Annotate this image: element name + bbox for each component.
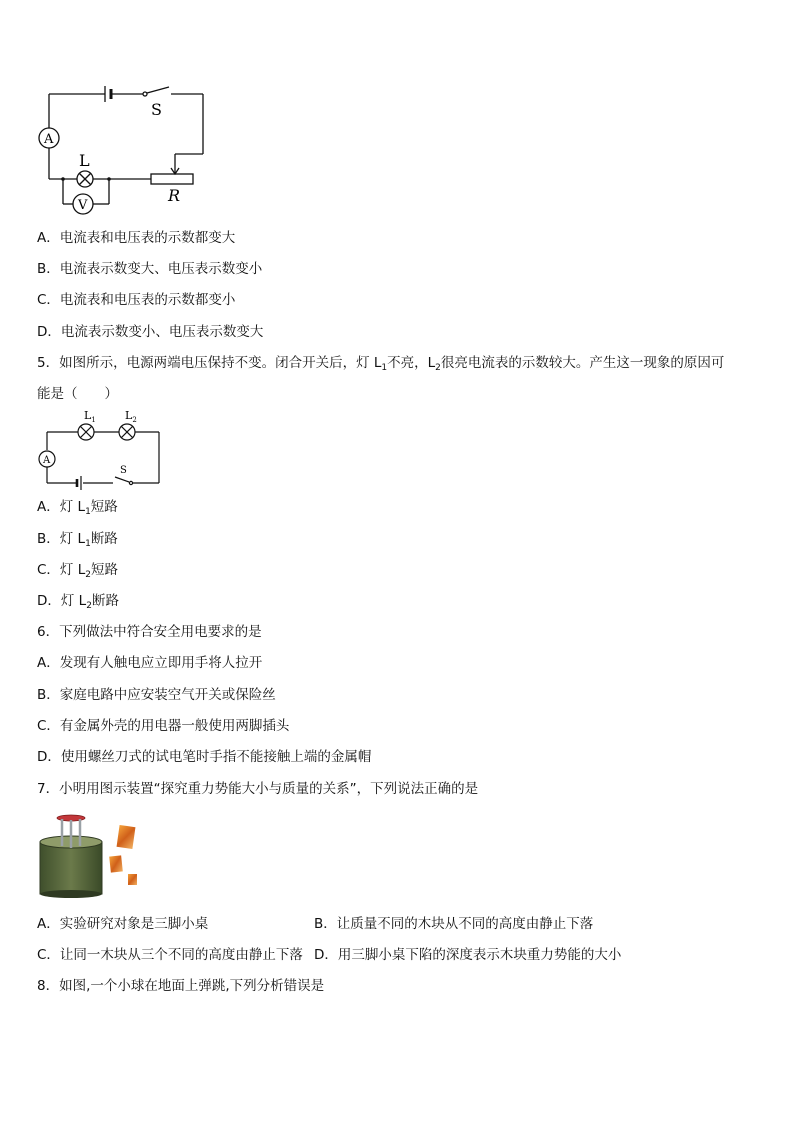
ammeter-label: A xyxy=(44,132,54,147)
q4-option-c: C．电流表和电压表的示数都变小 xyxy=(37,292,236,308)
switch-label: S xyxy=(151,100,162,119)
q5-option-a: A．灯 $L_1$短路 xyxy=(37,499,118,517)
switch-label-q5: S xyxy=(120,465,127,476)
rheostat-label: R xyxy=(168,186,181,205)
q7-stem: 7．小明用图示装置“探究重力势能大小与质量的关系”，下列说法正确的是 xyxy=(37,781,479,797)
q5-option-d: D．灯 $L_2$断路 xyxy=(37,593,119,611)
q4-option-b: B．电流表示数变大、电压表示数变小 xyxy=(37,261,263,277)
q4-option-d: D．电流表示数变小、电压表示数变大 xyxy=(37,324,264,340)
q5-stem-line2: 能是（ ） xyxy=(37,386,118,402)
q6-option-a: A．发现有人触电应立即用手将人拉开 xyxy=(37,655,263,671)
l2-label: $L_2$ xyxy=(125,409,137,424)
q5-option-c: C．灯 $L_2$短路 xyxy=(37,562,118,580)
voltmeter-label: V xyxy=(78,198,88,213)
lamp-label: L xyxy=(79,151,90,170)
circuit-figure-q4 xyxy=(35,80,215,220)
q7-option-d: D．用三脚小桌下陷的深度表示木块重力势能的大小 xyxy=(314,947,622,963)
q7-option-b: B．让质量不同的木块从不同的高度由静止下落 xyxy=(314,916,594,932)
circuit-figure-q5 xyxy=(35,405,165,495)
q7-option-c: C．让同一木块从三个不同的高度由静止下落 xyxy=(37,947,303,963)
q8-stem: 8．如图,一个小球在地面上弹跳,下列分析错误是 xyxy=(37,978,325,994)
q6-stem: 6．下列做法中符合安全用电要求的是 xyxy=(37,624,262,640)
q6-option-c: C．有金属外壳的用电器一般使用两脚插头 xyxy=(37,718,290,734)
q4-option-a: A．电流表和电压表的示数都变大 xyxy=(37,230,236,246)
q7-option-a: A．实验研究对象是三脚小桌 xyxy=(37,916,209,932)
q6-option-d: D．使用螺丝刀式的试电笔时手指不能接触上端的金属帽 xyxy=(37,749,372,765)
q5-option-b: B．灯 $L_1$断路 xyxy=(37,531,118,549)
q6-option-b: B．家庭电路中应安装空气开关或保险丝 xyxy=(37,687,276,703)
l1-label: $L_1$ xyxy=(84,409,96,424)
experiment-figure-q7 xyxy=(36,812,146,898)
q5-stem-line1: 5．如图所示，电源两端电压保持不变。闭合开关后，灯 $L_1$不亮，$L_2$很亮电流表的示数较大。产生这一现象的原因可 xyxy=(37,355,725,373)
ammeter-label-q5: A xyxy=(43,455,51,466)
